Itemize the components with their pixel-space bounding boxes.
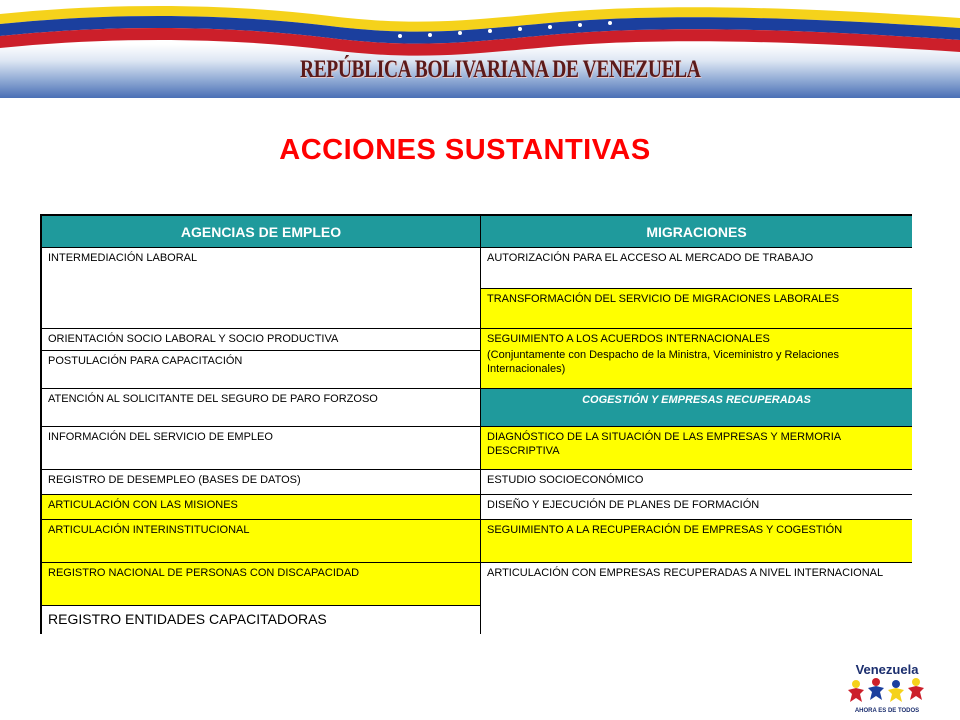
table-cell: INFORMACIÓN DEL SERVICIO DE EMPLEO xyxy=(42,427,481,470)
table-cell: POSTULACIÓN PARA CAPACITACIÓN xyxy=(42,351,481,389)
table-cell: AUTORIZACIÓN PARA EL ACCESO AL MERCADO DE TRABAJO xyxy=(481,248,912,289)
table-cell xyxy=(481,329,912,389)
cell-note: (Conjuntamente con Despacho de la Ministra, Viceministro y Relaciones Internacionales) xyxy=(487,349,839,375)
venezuela-logo xyxy=(844,662,930,716)
table-cell: REGISTRO ENTIDADES CAPACITADORAS xyxy=(42,606,481,634)
table-cell: REGISTRO DE DESEMPLEO (BASES DE DATOS) xyxy=(42,470,481,495)
actions-table xyxy=(40,214,912,634)
banner xyxy=(0,0,960,98)
table-cell: DISEÑO Y EJECUCIÓN DE PLANES DE FORMACIÓN xyxy=(481,495,912,520)
table-cell: ARTICULACIÓN CON EMPRESAS RECUPERADAS A NIVEL INTERNACIONAL xyxy=(481,563,912,634)
logo-tagline: AHORA ES DE TODOS xyxy=(854,708,920,714)
logo-title: Venezuela xyxy=(855,662,919,677)
table-cell: ARTICULACIÓN INTERINSTITUCIONAL xyxy=(42,520,481,563)
table-cell: SEGUIMIENTO A LA RECUPERACIÓN DE EMPRESAS Y COGESTIÓN xyxy=(481,520,912,563)
table-cell: ESTUDIO SOCIOECONÓMICO xyxy=(481,470,912,495)
table-cell: ARTICULACIÓN CON LAS MISIONES xyxy=(42,495,481,520)
table-cell: ATENCIÓN AL SOLICITANTE DEL SEGURO DE PARO FORZOSO xyxy=(42,389,481,427)
banner-title: REPÚBLICA BOLIVARIANA DE VENEZUELA xyxy=(300,56,701,83)
page-title: ACCIONES SUSTANTIVAS xyxy=(279,134,651,166)
section-header-cogestion: COGESTIÓN Y EMPRESAS RECUPERADAS xyxy=(481,389,912,427)
table-cell: REGISTRO NACIONAL DE PERSONAS CON DISCAPACIDAD xyxy=(42,563,481,606)
table-cell: INTERMEDIACIÓN LABORAL xyxy=(42,248,481,329)
header-migraciones: MIGRACIONES xyxy=(481,216,912,248)
cell-line: SEGUIMIENTO A LOS ACUERDOS INTERNACIONALES xyxy=(487,333,770,345)
header-agencias-de-empleo: AGENCIAS DE EMPLEO xyxy=(42,216,481,248)
table-cell: DIAGNÓSTICO DE LA SITUACIÓN DE LAS EMPRESAS Y MERMORIA DESCRIPTIVA xyxy=(481,427,912,470)
table-cell: ORIENTACIÓN SOCIO LABORAL Y SOCIO PRODUCTIVA xyxy=(42,329,481,351)
table-cell: TRANSFORMACIÓN DEL SERVICIO DE MIGRACIONES LABORALES xyxy=(481,289,912,329)
